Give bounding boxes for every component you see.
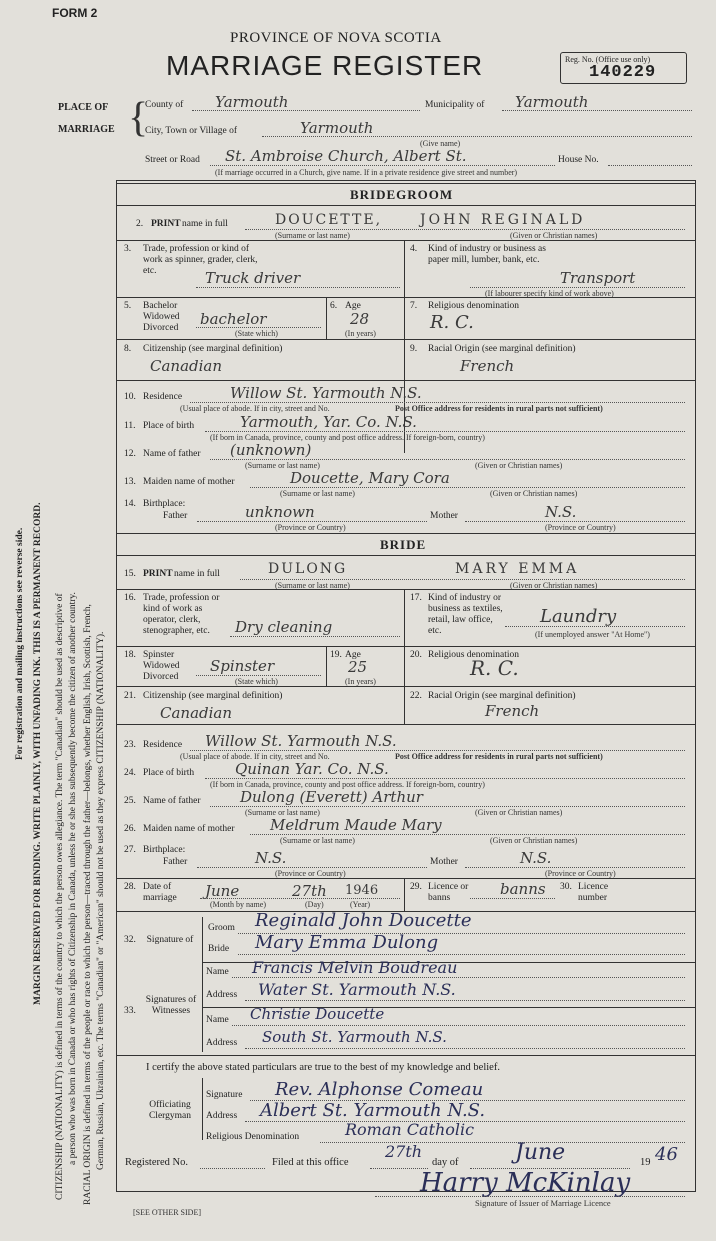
f10-label: Residence [143, 392, 183, 402]
year-note: (Year) [350, 900, 371, 909]
bride-mother-surname-note: (Surname or last name) [280, 836, 355, 845]
f24-num: 24. [124, 768, 136, 778]
bride-surname-note: (Surname or last name) [275, 581, 350, 590]
f14-father-label: Father [163, 511, 188, 521]
groom-mother: Doucette, Mary Cora [290, 469, 450, 487]
month-note: (Month by name) [210, 900, 266, 909]
issuer-signature: Harry McKinlay [420, 1168, 631, 1198]
clergy-address: Albert St. Yarmouth N.S. [260, 1100, 486, 1121]
bride-mother-given-note: (Given or Christian names) [490, 836, 578, 845]
clergy-signature-label: Signature [206, 1090, 243, 1100]
groom-father-birthplace: unknown [245, 503, 315, 521]
f29-label: Licence or banns [428, 882, 469, 903]
rule [200, 1168, 265, 1169]
rule [116, 533, 695, 534]
groom-surname: DOUCETTE, [275, 212, 383, 228]
groom-in-years: (In years) [345, 329, 376, 338]
rule [196, 287, 400, 288]
bride-industry: Laundry [540, 606, 617, 627]
witness2-address: South St. Yarmouth N.S. [262, 1028, 447, 1046]
rule [116, 240, 695, 241]
f3-num: 3. [124, 244, 132, 254]
groom-birthplace: Yarmouth, Yar. Co. N.S. [240, 413, 417, 431]
margin-line-6: German, Russian, Ukrainian, etc. The terms "Canadian" or "American" should not be used as they express CITIZENSHIP (NATIONALITY). [96, 631, 106, 1170]
f17-note: (If unemployed answer "At Home") [535, 630, 650, 639]
f30-label: Licence number [578, 882, 609, 903]
f19-label: Age [345, 650, 361, 660]
rule [116, 380, 695, 381]
f23-note-b: Post Office address for residents in rural parts not sufficient) [395, 752, 603, 761]
rule [116, 589, 695, 590]
licence-or-banns: banns [500, 880, 546, 898]
rule [250, 487, 685, 488]
rule [116, 686, 695, 687]
f30-num: 30. [560, 882, 572, 892]
county-value: Yarmouth [215, 93, 289, 111]
margin-line-2: MARGIN RESERVED FOR BINDING. WRITE PLAINLY, WITH UNFADING INK. THIS IS A PERMANENT RECORD. [33, 502, 43, 1005]
bride-given-note: (Given or Christian names) [510, 581, 598, 590]
rule [404, 878, 405, 911]
f24-note: (If born in Canada, province, county and post office address. If foreign-born, country) [210, 780, 485, 789]
f23-note-a: (Usual place of abode. If in city, street and No. [180, 752, 330, 761]
f27-mother-label: Mother [430, 857, 458, 867]
rule [404, 589, 405, 724]
see-other-side: [SEE OTHER SIDE] [133, 1208, 201, 1217]
rule [465, 521, 685, 522]
reg-number-box [560, 52, 687, 84]
rule [230, 636, 400, 637]
bride-trade: Dry cleaning [235, 618, 333, 636]
rule [116, 724, 695, 725]
rule [470, 287, 685, 288]
f33-label: Signatures of Witnesses [145, 995, 197, 1016]
f4-num: 4. [410, 244, 418, 254]
bride-mother-birthplace: N.S. [520, 849, 552, 867]
issuer-label: Signature of Issuer of Marriage Licence [475, 1198, 611, 1208]
f13-label: Maiden name of mother [143, 477, 235, 487]
rule [116, 297, 695, 298]
rule [116, 555, 695, 556]
f9-num: 9. [410, 344, 418, 354]
f32-num: 32. [124, 935, 136, 945]
w1-name-label: Name [206, 967, 229, 977]
place-brace: { [128, 95, 149, 141]
registered-label: Registered No. [125, 1157, 188, 1168]
groom-heading-rule [116, 183, 695, 184]
groom-mother-surname-note: (Surname or last name) [280, 489, 355, 498]
bride-status: Spinster [210, 657, 275, 675]
bride-father: Dulong (Everett) Arthur [240, 788, 423, 806]
rule [197, 867, 427, 868]
city-label: City, Town or Village of [145, 126, 237, 136]
f14-mother-label: Mother [430, 511, 458, 521]
witness1-name: Francis Melvin Boudreau [252, 958, 458, 977]
bride-racial: French [485, 702, 540, 720]
filed-label: Filed at this office [272, 1157, 349, 1168]
f32-label: Signature of [146, 935, 194, 945]
bride-sig-label: Bride [208, 944, 230, 954]
f7-label: Religious denomination [428, 301, 520, 311]
street-label: Street or Road [145, 155, 200, 165]
f14-province-note-2: (Province or Country) [545, 523, 616, 532]
city-value: Yarmouth [300, 119, 374, 137]
municipality-value: Yarmouth [515, 93, 589, 111]
rule [326, 297, 327, 339]
bride-signature: Mary Emma Dulong [255, 932, 439, 953]
house-no-label: House No. [558, 155, 599, 165]
groom-name-line [245, 229, 685, 230]
groom-religion: R. C. [430, 312, 474, 333]
house-no-line [608, 165, 692, 166]
give-name-note: (Give name) [420, 139, 461, 148]
groom-signature: Reginald John Doucette [255, 910, 472, 931]
f9-label: Racial Origin (see marginal definition) [428, 344, 576, 354]
rule [232, 977, 685, 978]
filed-year: 46 [655, 1144, 678, 1165]
f14-label: Birthplace: [143, 499, 186, 509]
f27-num: 27. [124, 845, 136, 855]
f14-num: 14. [124, 499, 136, 509]
f5-label: Bachelor Widowed Divorced [143, 301, 180, 333]
groom-trade: Truck driver [205, 269, 301, 287]
f23-num: 23. [124, 740, 136, 750]
place-label-line2: MARRIAGE [58, 124, 115, 135]
f12-num: 12. [124, 449, 136, 459]
certify-statement: I certify the above stated particulars are true to the best of my knowledge and belief. [146, 1062, 500, 1073]
groom-residence: Willow St. Yarmouth N.S. [230, 384, 422, 402]
f21-label: Citizenship (see marginal definition) [143, 691, 283, 701]
groom-given: JOHN REGINALD [420, 212, 586, 228]
f15-num: 15. [124, 569, 136, 579]
margin-line-4: a person who was born in Canada or who has rights of Citizenship in Canada, unless he or she has subsequently become the citizen of another country. [68, 592, 78, 1165]
groom-status: bachelor [200, 310, 267, 328]
bride-given: MARY EMMA [455, 561, 580, 577]
f25-num: 25. [124, 796, 136, 806]
f26-label: Maiden name of mother [143, 824, 235, 834]
rule [116, 646, 695, 647]
groom-heading: BRIDEGROOM [350, 187, 454, 202]
county-label: County of [145, 100, 184, 110]
bride-father-given-note: (Given or Christian names) [475, 808, 563, 817]
bride-father-surname-note: (Surname or last name) [245, 808, 320, 817]
groom-mother-birthplace: N.S. [545, 503, 577, 521]
filed-day: 27th [385, 1142, 423, 1161]
rule [196, 675, 321, 676]
f27-province-note-2: (Province or Country) [545, 869, 616, 878]
street-line [210, 165, 555, 166]
f14-province-note: (Province or Country) [275, 523, 346, 532]
groom-racial: French [460, 357, 515, 375]
groom-sig-label: Groom [208, 923, 235, 933]
bride-heading: BRIDE [380, 537, 427, 552]
bride-age: 25 [348, 658, 368, 676]
margin-line-5: RACIAL ORIGIN is defined in terms of the people or race to which the person—traced through the father—belongs, whether English, Irish, Scottish, French, [83, 604, 93, 1205]
rule [116, 339, 695, 340]
f7-num: 7. [410, 301, 418, 311]
bride-in-years: (In years) [345, 677, 376, 686]
f18-num: 18. [124, 650, 136, 660]
day-note: (Day) [305, 900, 324, 909]
f21-num: 21. [124, 691, 136, 701]
f17-num: 17. [410, 593, 422, 603]
marriage-day: 27th [292, 882, 327, 900]
rule [116, 878, 695, 879]
groom-industry: Transport [560, 269, 636, 287]
rule [465, 867, 685, 868]
groom-surname-note: (Surname or last name) [275, 231, 350, 240]
f4-label: Kind of industry or business as paper mill, lumber, bank, etc. [428, 244, 546, 265]
rule [245, 1000, 685, 1001]
reg-number-value: 140229 [589, 63, 657, 82]
f24-label: Place of birth [143, 768, 195, 778]
f16-num: 16. [124, 593, 136, 603]
bride-state-which: (State which) [235, 677, 278, 686]
f19-num: 19. [330, 650, 342, 660]
f28-label: Date of marriage [143, 882, 177, 903]
page-title: MARRIAGE REGISTER [166, 50, 484, 81]
place-label-line1: PLACE OF [58, 102, 109, 113]
f28-num: 28. [124, 882, 136, 892]
witness2-name: Christie Doucette [250, 1005, 385, 1023]
bride-citizenship: Canadian [160, 704, 233, 722]
f2-label: name in full [182, 219, 228, 229]
f2-print: PRINT [151, 219, 181, 229]
f12-label: Name of father [143, 449, 201, 459]
f8-num: 8. [124, 344, 132, 354]
f11-note: (If born in Canada, province, county and post office address. If foreign-born, country) [210, 433, 485, 442]
f22-label: Racial Origin (see marginal definition) [428, 691, 576, 701]
rule [210, 806, 685, 807]
f3-label: Trade, profession or kind of work as spinner, grader, clerk, etc. [143, 244, 258, 276]
rule [200, 898, 400, 899]
margin-line-3: CITIZENSHIP (NATIONALITY) is defined in terms of the country to which the person owes allegiance. The term "Canadian" should be used as descriptive of [55, 593, 65, 1200]
witness1-address: Water St. Yarmouth N.S. [258, 980, 456, 999]
bride-religion: R. C. [470, 656, 519, 680]
rule [375, 1196, 685, 1197]
f26-num: 26. [124, 824, 136, 834]
place-label [58, 97, 115, 141]
filed-month: June [515, 1140, 566, 1165]
rule [197, 521, 427, 522]
rule [205, 778, 685, 779]
groom-father-surname-note: (Surname or last name) [245, 461, 320, 470]
f8-label: Citizenship (see marginal definition) [143, 344, 283, 354]
rule [320, 1142, 685, 1143]
province-heading: PROVINCE OF NOVA SCOTIA [230, 30, 442, 46]
f22-num: 22. [410, 691, 422, 701]
rule [190, 750, 685, 751]
margin-line-1: For registration and mailing instructions see reverse side. [15, 527, 25, 760]
form-number: FORM 2 [52, 6, 98, 20]
street-value: St. Ambroise Church, Albert St. [225, 147, 467, 165]
marriage-year: 1946 [345, 883, 379, 898]
rule [250, 834, 685, 835]
groom-mother-given-note: (Given or Christian names) [490, 489, 578, 498]
w2-address-label: Address [206, 1038, 238, 1048]
clergy-signature: Rev. Alphonse Comeau [275, 1079, 484, 1100]
year-prefix: 19 [640, 1157, 651, 1168]
groom-father-given-note: (Given or Christian names) [475, 461, 563, 470]
f27-province-note: (Province or Country) [275, 869, 346, 878]
f25-label: Name of father [143, 796, 201, 806]
rule [190, 402, 685, 403]
f23-label: Residence [143, 740, 183, 750]
f33-num: 33. [124, 1006, 136, 1016]
denomination-label: Religious Denomination [206, 1132, 300, 1142]
f11-label: Place of birth [143, 421, 195, 431]
groom-age: 28 [350, 310, 370, 328]
day-of-label: day of [432, 1157, 459, 1168]
f10-note-b: Post Office address for residents in rural parts not sufficient) [395, 404, 603, 413]
f20-num: 20. [410, 650, 422, 660]
f13-num: 13. [124, 477, 136, 487]
rule [240, 579, 685, 580]
f10-note-a: (Usual place of abode. If in city, street and No. [180, 404, 330, 413]
f27-label: Birthplace: [143, 845, 186, 855]
bride-surname: DULONG [268, 561, 348, 577]
groom-given-note: (Given or Christian names) [510, 231, 598, 240]
f15-print: PRINT [143, 569, 173, 579]
rule [202, 917, 203, 1052]
w2-name-label: Name [206, 1015, 229, 1025]
marriage-month: June [205, 882, 240, 900]
f10-num: 10. [124, 392, 136, 402]
bride-residence: Willow St. Yarmouth N.S. [205, 732, 397, 750]
rule [232, 1025, 685, 1026]
rule [245, 1048, 685, 1049]
rule [210, 459, 685, 460]
bride-birthplace: Quinan Yar. Co. N.S. [235, 760, 389, 778]
rule [326, 646, 327, 686]
f2-num: 2. [136, 219, 144, 229]
bride-mother: Meldrum Maude Mary [270, 816, 442, 834]
f5-num: 5. [124, 301, 132, 311]
rule [238, 954, 685, 955]
w1-address-label: Address [206, 990, 238, 1000]
street-note: (If marriage occurred in a Church, give name. If in a private residence give street and number) [215, 168, 518, 177]
f6-label: Age [345, 301, 361, 311]
groom-citizenship: Canadian [150, 357, 223, 375]
groom-state-which: (State which) [235, 329, 278, 338]
municipality-label: Municipality of [425, 100, 485, 110]
rule [116, 205, 695, 206]
reg-number-label: Reg. No. (Office use only) [565, 55, 651, 64]
f18-label: Spinster Widowed Divorced [143, 650, 180, 682]
rule [470, 898, 555, 899]
clergy-denomination: Roman Catholic [345, 1120, 475, 1139]
rule [202, 1078, 203, 1140]
f11-num: 11. [124, 421, 136, 431]
bride-father-birthplace: N.S. [255, 849, 287, 867]
f27-father-label: Father [163, 857, 188, 867]
f29-num: 29. [410, 882, 422, 892]
rule [116, 1055, 695, 1056]
f20-label: Religious denomination [428, 650, 520, 660]
f4-note: (If labourer specify kind of work above) [485, 289, 614, 298]
f17-label: Kind of industry or business as textiles, retail, law office, etc. [428, 593, 503, 636]
f16-label: Trade, profession or kind of work as operator, clerk, stenographer, etc. [143, 593, 220, 636]
clergy-label: Officiating Clergyman [148, 1100, 192, 1121]
f6-num: 6. [330, 301, 338, 311]
f15-label: name in full [174, 569, 220, 579]
groom-father: (unknown) [230, 441, 312, 459]
rule [205, 431, 685, 432]
clergy-address-label: Address [206, 1111, 238, 1121]
